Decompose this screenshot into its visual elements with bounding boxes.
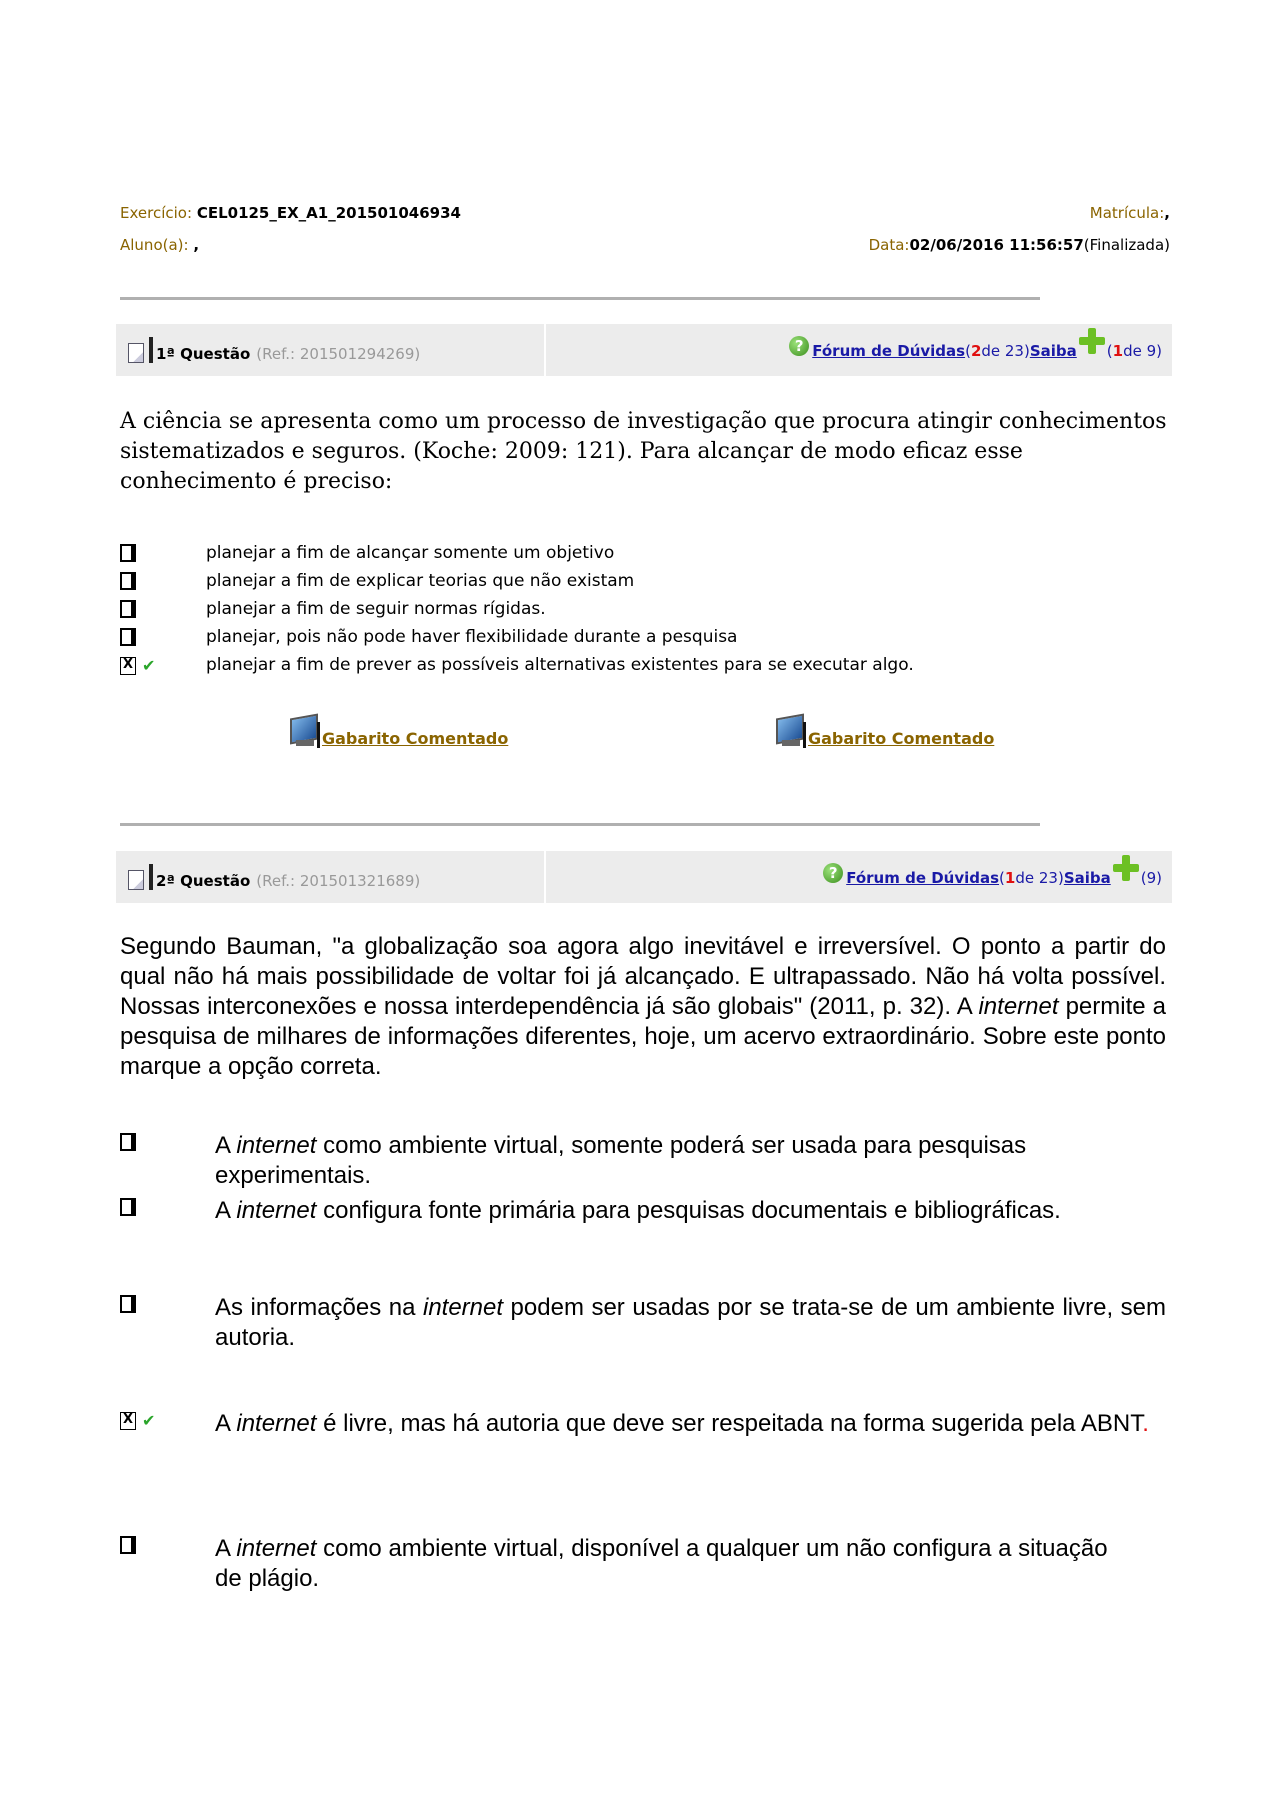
option-text-post: como ambiente virtual, somente poderá ser usada para pesquisas experimentais.	[215, 1132, 1027, 1189]
question-2-header	[116, 851, 1172, 903]
enrollment-info	[1090, 204, 1170, 222]
help-icon[interactable]: ?	[789, 336, 809, 356]
option-2-1-label	[215, 1131, 1115, 1191]
computer-icon	[288, 712, 320, 748]
gabarito-comentado-2[interactable]	[774, 712, 994, 748]
marker-icon	[149, 337, 153, 363]
question-2-text-em: internet	[978, 993, 1059, 1020]
header-divider	[544, 851, 546, 903]
checkbox[interactable]	[120, 544, 136, 562]
checkbox[interactable]	[120, 628, 136, 646]
question-1-header	[116, 324, 1172, 376]
saiba-count-highlight: 1	[1112, 342, 1124, 360]
checkbox[interactable]	[120, 572, 136, 590]
forum-count-highlight: 2	[970, 342, 982, 360]
enrollment-value: ,	[1164, 204, 1170, 222]
option-2-5-label	[215, 1534, 1135, 1594]
gabarito-comentado-1[interactable]	[288, 712, 508, 748]
forum-count-open: (	[999, 869, 1005, 887]
question-number: 1ª Questão	[156, 345, 251, 363]
checkbox[interactable]	[120, 1536, 136, 1554]
option-1-5-label: planejar a fim de prever as possíveis alternativas existentes para se executar algo.	[206, 655, 914, 675]
saiba-link[interactable]: Saiba	[1063, 869, 1111, 887]
option-1-2[interactable]	[120, 572, 136, 590]
saiba-link[interactable]: Saiba	[1029, 342, 1077, 360]
correct-check-icon: ✔	[142, 656, 156, 675]
option-2-4[interactable]	[120, 1411, 155, 1430]
forum-link[interactable]: Fórum de Dúvidas	[812, 342, 966, 360]
question-1-text: A ciência se apresenta como um processo de investigação que procura atingir conhecimentos sistematizados e seguros. (Koche: 2009: 121). Para alcançar de modo eficaz esse conhecimento é preciso:	[120, 409, 1167, 494]
student-label: Aluno(a):	[120, 236, 189, 254]
option-text-tail: .	[1142, 1410, 1149, 1437]
option-2-2-label	[215, 1196, 1175, 1226]
gabarito-link[interactable]: Gabarito Comentado	[322, 729, 509, 748]
saiba-count: (9)	[1140, 869, 1162, 887]
question-ref: (Ref.: 201501294269)	[256, 345, 421, 363]
option-text-pre: A	[215, 1410, 237, 1437]
option-2-1[interactable]	[120, 1133, 136, 1151]
question-2-text-a: Segundo Bauman, "a globalização soa agora algo inevitável e irreversível. O ponto a partir do qual não há mais possibilidade de voltar foi já alcançado. E ultrapassado. Não há volta possível. Nossas interconexões e nossa interdependência já são globais" (2011, p. 32). A	[120, 933, 1166, 1020]
forum-count-rest: de 23)	[1015, 869, 1064, 887]
status-text: (Finalizada)	[1083, 236, 1170, 254]
plus-icon[interactable]	[1079, 328, 1105, 354]
question-2-text-b: permite a pesquisa de milhares de informações diferentes, hoje, um acervo extraordinário. Sobre este ponto marque a opção correta.	[120, 993, 1166, 1080]
forum-link[interactable]: Fórum de Dúvidas	[846, 869, 1000, 887]
date-value: 02/06/2016 11:56:57	[909, 236, 1084, 254]
plus-icon[interactable]	[1113, 855, 1139, 881]
option-text-pre: As informações na	[215, 1294, 423, 1321]
separator	[120, 823, 1040, 826]
option-text-em: internet	[422, 1294, 504, 1321]
gabarito-link[interactable]: Gabarito Comentado	[808, 729, 995, 748]
option-1-5[interactable]	[120, 656, 155, 675]
option-1-1-label: planejar a fim de alcançar somente um objetivo	[206, 543, 615, 563]
option-text-em: internet	[236, 1197, 317, 1224]
option-1-1[interactable]	[120, 544, 136, 562]
saiba-count-rest: de 9)	[1123, 342, 1162, 360]
checkbox[interactable]	[120, 600, 136, 618]
checkbox-checked[interactable]: X	[120, 657, 136, 675]
checkbox[interactable]	[120, 1133, 136, 1151]
date-label: Data:	[868, 236, 910, 254]
option-text-pre: A	[215, 1197, 237, 1224]
header-divider	[544, 324, 546, 376]
option-2-4-label	[215, 1409, 1175, 1439]
forum-count-highlight: 1	[1004, 869, 1016, 887]
option-text-em: internet	[236, 1132, 317, 1159]
checkbox[interactable]	[120, 1295, 136, 1313]
option-1-2-label: planejar a fim de explicar teorias que não existam	[206, 571, 635, 591]
option-text-pre: A	[215, 1535, 237, 1562]
saiba-count-open: (	[1106, 342, 1113, 360]
checkbox[interactable]	[120, 1198, 136, 1216]
option-text-post: configura fonte primária para pesquisas documentais e bibliográficas.	[316, 1197, 1061, 1224]
question-ref: (Ref.: 201501321689)	[256, 872, 421, 890]
help-icon[interactable]: ?	[823, 863, 843, 883]
option-text-post: podem ser usadas por se trata-se de um ambiente livre, sem autoria.	[215, 1294, 1167, 1351]
option-text-post: é livre, mas há autoria que deve ser respeitada na forma sugerida pela ABNT	[316, 1410, 1143, 1437]
option-2-2[interactable]	[120, 1198, 136, 1216]
option-2-3[interactable]	[120, 1295, 136, 1313]
student-value: ,	[193, 236, 200, 254]
exercise-code: CEL0125_EX_A1_201501046934	[196, 204, 461, 222]
computer-icon	[774, 712, 806, 748]
option-text-em: internet	[236, 1410, 317, 1437]
option-1-4[interactable]	[120, 628, 136, 646]
document-icon	[128, 870, 144, 890]
option-text-pre: A	[215, 1132, 237, 1159]
checkbox-checked[interactable]: X	[120, 1412, 136, 1430]
date-info	[869, 236, 1170, 254]
marker-icon	[149, 864, 153, 890]
forum-count-open: (	[965, 342, 971, 360]
forum-count-rest: de 23)	[981, 342, 1030, 360]
option-1-4-label: planejar, pois não pode haver flexibilidade durante a pesquisa	[206, 627, 738, 647]
question-2-text	[120, 932, 1166, 1082]
option-2-3-label	[215, 1293, 1166, 1353]
option-text-post: como ambiente virtual, disponível a qualquer um não configura a situação de plágio.	[215, 1535, 1108, 1592]
exercise-info	[120, 204, 461, 222]
enrollment-label: Matrícula:	[1089, 204, 1165, 222]
option-2-5[interactable]	[120, 1536, 136, 1554]
option-1-3[interactable]	[120, 600, 136, 618]
option-text-em: internet	[236, 1535, 317, 1562]
question-number: 2ª Questão	[156, 872, 251, 890]
option-1-3-label: planejar a fim de seguir normas rígidas.	[206, 599, 546, 619]
document-icon	[128, 343, 144, 363]
student-info	[120, 236, 199, 254]
separator	[120, 297, 1040, 300]
correct-check-icon: ✔	[142, 1411, 156, 1430]
exercise-label: Exercício:	[120, 204, 193, 222]
